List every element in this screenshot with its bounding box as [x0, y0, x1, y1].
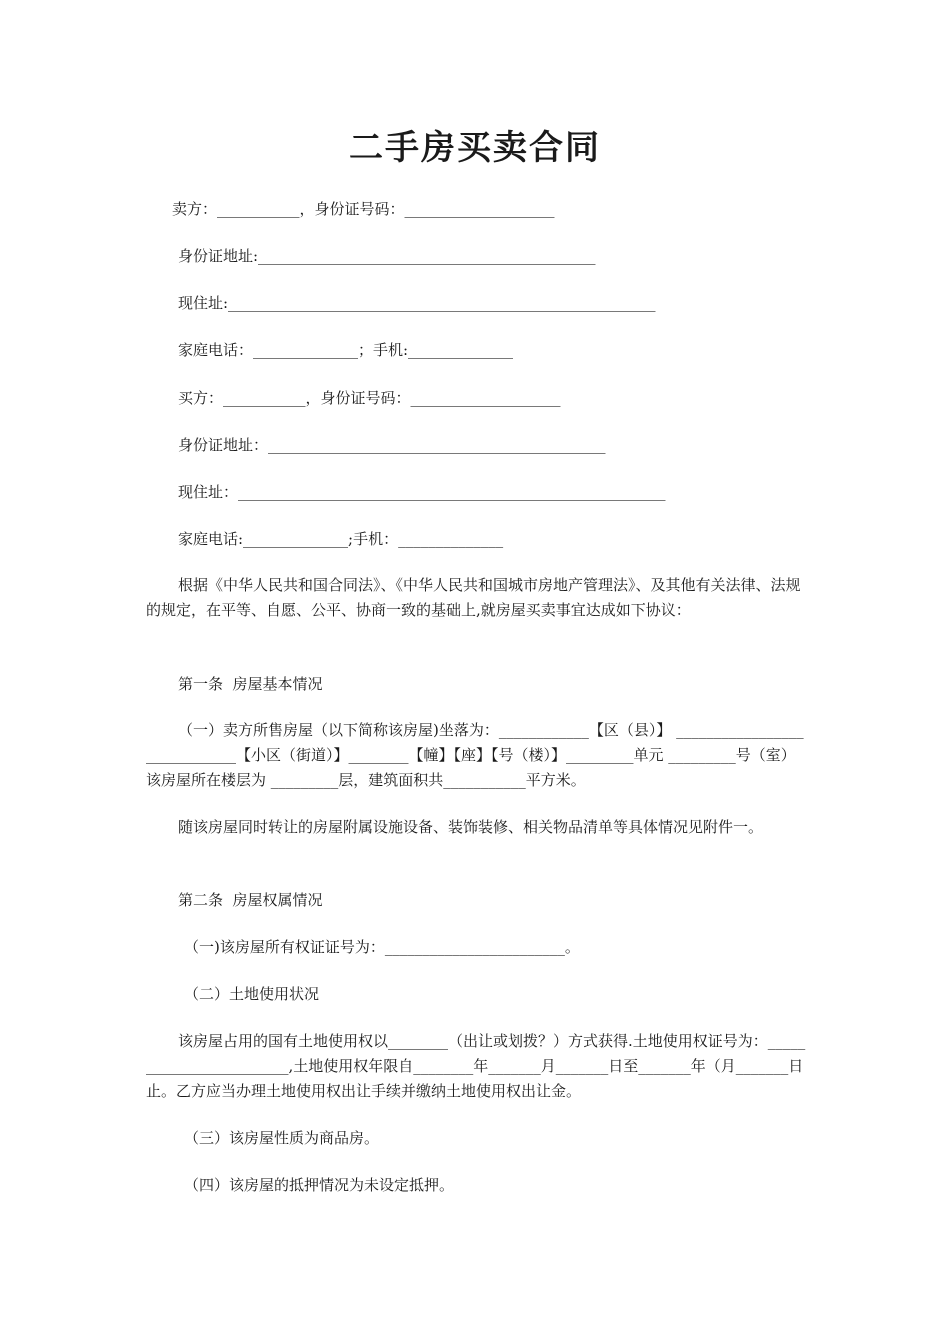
- seller-id-line: 卖方：___________，身份证号码：____________________: [172, 200, 555, 218]
- seller-id-address-line: 身份证地址:_____________________________________________: [178, 247, 596, 265]
- land-use-paragraph: 该房屋占用的国有土地使用权以________（出让或划拨？）方式获得.土地使用权证号为：________________________,土地使用权年限自________年_______月_______日至_______年（月_______日止。乙方应当办理土地使用权出让手续并缴纳土地使用权出让金。: [146, 1032, 806, 1100]
- buyer-current-address-line: 现住址：_________________________________________________________: [178, 483, 666, 501]
- article2-item4: （四）该房屋的抵押情况为未设定抵押。: [184, 1176, 455, 1194]
- article2-item3: （三）该房屋性质为商品房。: [184, 1129, 380, 1147]
- seller-current-address-line: 现住址:_________________________________________________________: [178, 294, 656, 312]
- buyer-phone-line: 家庭电话:______________;手机：______________: [178, 530, 504, 548]
- seller-phone-line: 家庭电话：______________；手机:______________: [178, 341, 514, 359]
- article1-attachment-paragraph: 随该房屋同时转让的房屋附属设施设备、装饰装修、相关物品清单等具体情况见附件一。: [178, 818, 764, 836]
- buyer-id-line: 买方：___________，身份证号码：____________________: [178, 389, 561, 407]
- preamble-paragraph: 根据《中华人民共和国合同法》、《中华人民共和国城市房地产管理法》、及其他有关法律、法规的规定，在平等、自愿、公平、协商一致的基础上,就房屋买卖事宜达成如下协议：: [146, 576, 801, 619]
- article2-item1: （一)该房屋所有权证证号为：________________________。: [184, 938, 580, 956]
- article2-item2: （二）土地使用状况: [184, 985, 320, 1003]
- article1-heading: 第一条 房屋基本情况: [178, 675, 323, 693]
- article2-heading: 第二条 房屋权属情况: [178, 891, 323, 909]
- article1-item1-paragraph: （一）卖方所售房屋（以下简称该房屋)坐落为：____________【区（县）】 _____________________________【小区（街道）】________【幢】【座】【号（楼）】_________单元 _________号（室）该房屋所在楼层为 _________层，建筑面积共___________平方米。: [146, 721, 804, 789]
- buyer-id-address-line: 身份证地址：_____________________________________________: [178, 436, 606, 454]
- document-title: 二手房买卖合同: [349, 128, 601, 168]
